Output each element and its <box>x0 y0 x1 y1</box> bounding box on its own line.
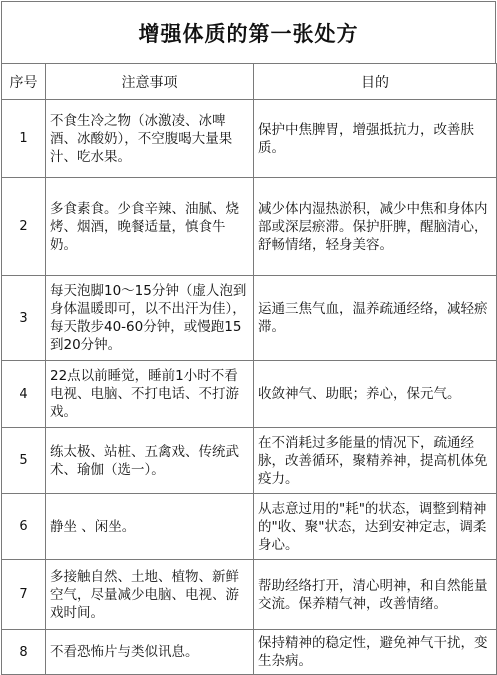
row-goal: 收敛神气、助眠；养心，保元气。 <box>254 361 497 428</box>
table-row <box>2 100 497 178</box>
row-number: 4 <box>2 361 46 428</box>
row-number: 6 <box>2 494 46 560</box>
row-goal: 运通三焦气血，温养疏通经络，减轻瘀滞。 <box>254 276 497 361</box>
table-row <box>2 560 497 630</box>
row-number: 2 <box>2 178 46 276</box>
table-row <box>2 276 497 361</box>
table-row <box>2 361 497 428</box>
table-header-row <box>2 64 497 100</box>
row-goal: 保护中焦脾胃，增强抵抗力，改善肤质。 <box>254 100 497 178</box>
row-note: 多接触自然、土地、植物、新鲜空气，尽量减少电脑、电视、游戏时间。 <box>46 560 254 630</box>
header-no: 序号 <box>2 64 46 100</box>
table-row <box>2 428 497 494</box>
row-note: 静坐 、闲坐。 <box>46 494 254 560</box>
prescription-sheet <box>1 1 496 669</box>
row-goal: 帮助经络打开，清心明神，和自然能量交流。保养精气神，改善情绪。 <box>254 560 497 630</box>
row-note: 练太极、站桩、五禽戏、传统武术、瑜伽（选一）。 <box>46 428 254 494</box>
row-number: 5 <box>2 428 46 494</box>
row-number: 7 <box>2 560 46 630</box>
row-goal: 减少体内湿热淤积，减少中焦和身体内部或深层瘀滞。保护肝脾，醒脑清心，舒畅情绪，轻身美容。 <box>254 178 497 276</box>
header-note: 注意事项 <box>46 64 254 100</box>
title-box <box>1 1 496 63</box>
row-note: 22点以前睡觉，睡前1小时不看电视、电脑、不打电话、不打游戏。 <box>46 361 254 428</box>
row-goal: 保持精神的稳定性，避免神气干扰，变生杂病。 <box>254 630 497 675</box>
table-row <box>2 630 497 675</box>
row-goal: 在不消耗过多能量的情况下，疏通经脉，改善循环，聚精养神，提高机体免疫力。 <box>254 428 497 494</box>
row-goal: 从志意过用的"耗"的状态，调整到精神的"收、聚"状态，达到安神定志，调柔身心。 <box>254 494 497 560</box>
row-number: 3 <box>2 276 46 361</box>
row-number: 1 <box>2 100 46 178</box>
table-row <box>2 494 497 560</box>
row-note: 不看恐怖片与类似讯息。 <box>46 630 254 675</box>
prescription-table <box>1 63 497 675</box>
row-note: 不食生冷之物（冰激凌、冰啤酒、冰酸奶），不空腹喝大量果汁、吃水果。 <box>46 100 254 178</box>
row-note: 多食素食。少食辛辣、油腻、烧烤、烟酒，晚餐适量，慎食牛奶。 <box>46 178 254 276</box>
row-note: 每天泡脚10～15分钟（虚人泡到身体温暖即可，以不出汗为佳），每天散步40-60分钟，或慢跑15到20分钟。 <box>46 276 254 361</box>
header-goal: 目的 <box>254 64 497 100</box>
page-title: 增强体质的第一张处方 <box>138 21 359 46</box>
row-number: 8 <box>2 630 46 675</box>
table-row <box>2 178 497 276</box>
